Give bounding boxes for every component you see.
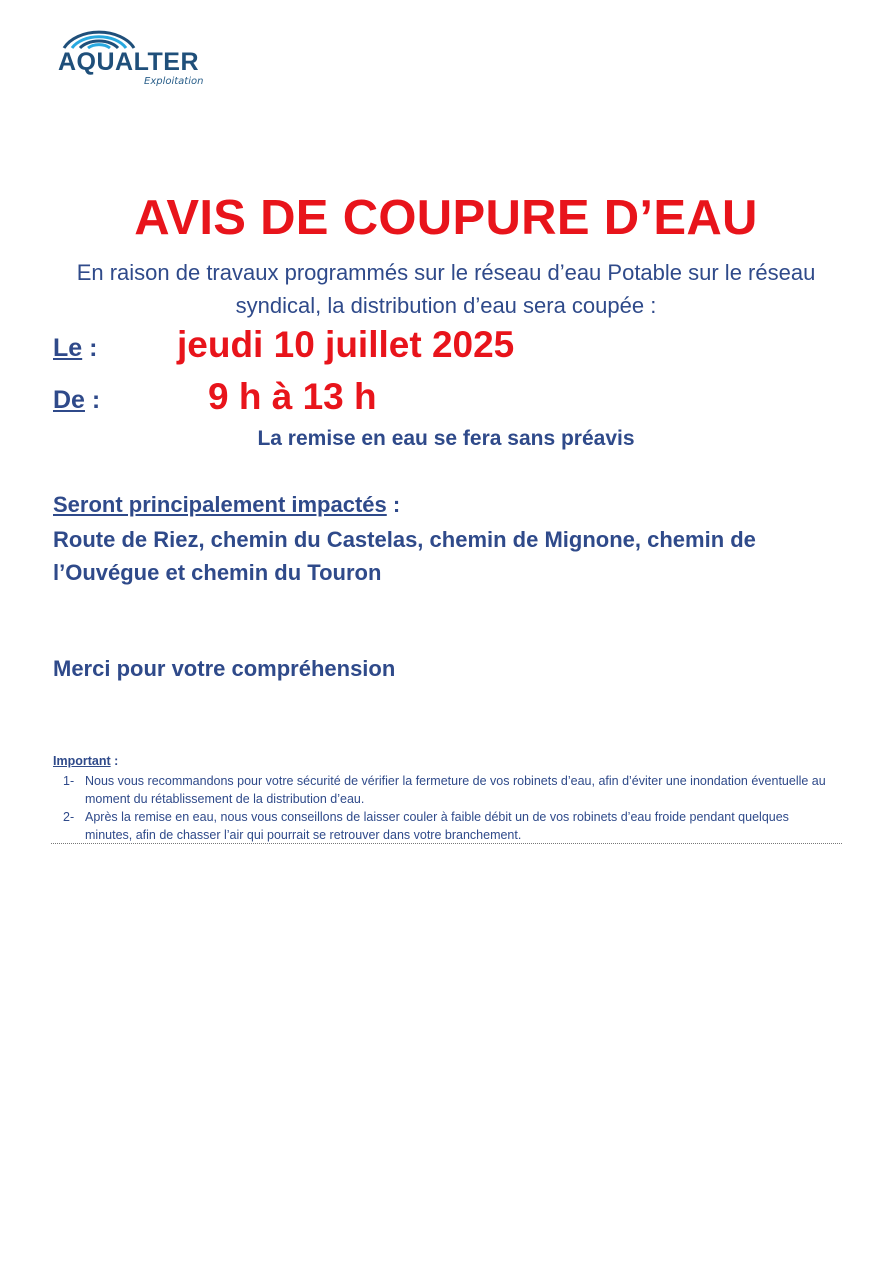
list-item: [53, 772, 833, 808]
date-value: jeudi 10 juillet 2025: [177, 324, 515, 365]
intro-text: En raison de travaux programmés sur le réseau d’eau Potable sur le réseau syndical, la distribution d’eau sera coupée :: [76, 260, 816, 318]
impacted-heading-sep: :: [386, 492, 401, 517]
logo-wordmark: AQUALTER: [58, 48, 200, 76]
impacted-heading-label: Seront principalement impactés: [53, 492, 387, 517]
date-row: [53, 324, 515, 365]
important-label: Important: [53, 754, 111, 768]
aqualter-logo: [56, 18, 226, 96]
list-item-number: 1-: [63, 774, 75, 788]
date-label-sep: :: [82, 334, 98, 362]
dotted-divider: [51, 843, 842, 844]
important-heading: [53, 754, 118, 768]
important-sep: :: [110, 754, 119, 768]
logo-subtitle: Exploitation: [144, 76, 204, 87]
impacted-streets: Route de Riez, chemin du Castelas, chemin de Mignone, chemin de l’Ouvégue et chemin du Touron: [53, 527, 756, 585]
time-label: De: [53, 386, 85, 414]
time-label-sep: :: [84, 386, 101, 414]
list-item: [53, 808, 833, 844]
important-list: [53, 772, 833, 844]
list-item-text: Après la remise en eau, nous vous conseillons de laisser couler à faible débit un de vos robinets d’eau froide pendant quelques minutes, afin de chasser l’air qui pourrait se retrouver dans votre branchement.: [85, 810, 789, 842]
thanks-text: Merci pour votre compréhension: [53, 656, 396, 681]
list-item-text: Nous vous recommandons pour votre sécurité de vérifier la fermeture de vos robinets d’eau, afin d’éviter une inondation éventuelle au moment du rétablissement de la distribution d’eau.: [85, 774, 826, 806]
time-row: [53, 376, 377, 417]
impacted-heading: [53, 492, 400, 518]
date-label: Le: [53, 334, 83, 362]
list-item-number: 2-: [63, 810, 75, 824]
page-title: AVIS DE COUPURE D’EAU: [134, 191, 758, 245]
time-value: 9 h à 13 h: [208, 376, 377, 417]
restoration-notice: La remise en eau se fera sans préavis: [257, 427, 635, 450]
